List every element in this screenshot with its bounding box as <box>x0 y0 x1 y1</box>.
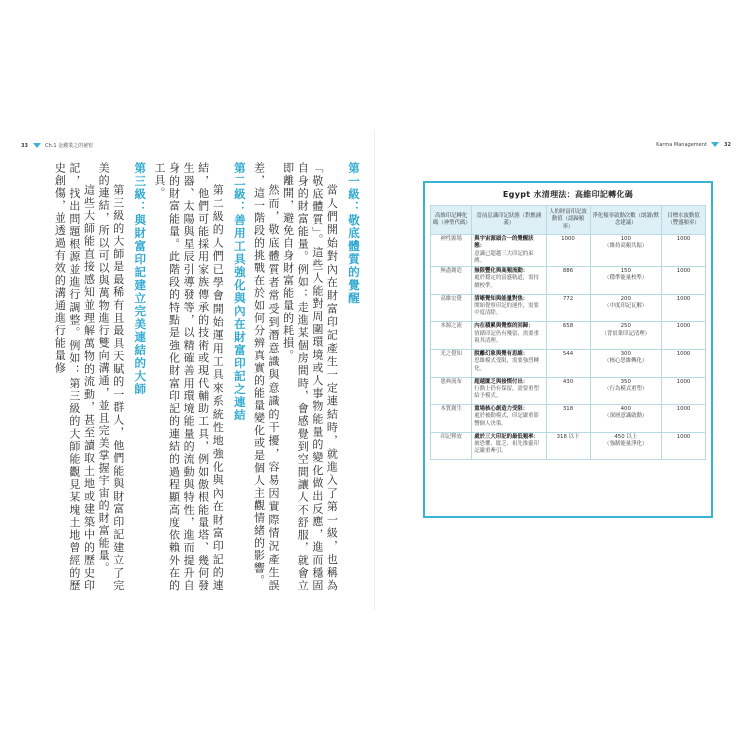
count-note: （強制能量淨化） <box>604 441 648 448</box>
chapter-title: Ch.1 金錢業之的祕密 <box>45 143 94 149</box>
state-title: 脫離幻象與覺有思維： <box>474 350 529 357</box>
state-desc: 處於被動模式，印記嚴重影響個人決策。 <box>474 413 539 427</box>
table-row <box>431 349 706 377</box>
value-cell: 430 <box>546 377 590 405</box>
state-title: 與宇宙源頭合一的覺醒狀態： <box>474 236 534 250</box>
value-cell: 544 <box>546 349 590 377</box>
table-title: Egypt 水清理法：高維印記轉化碼 <box>502 190 634 199</box>
state-title: 無限豐化與高頻流動： <box>474 268 529 275</box>
column-header: 高維印記轉化碼（神聖代碼） <box>431 206 472 235</box>
state-title: 重場核心創造力受限： <box>474 406 529 413</box>
code-cell: 光之覺知 <box>431 349 472 377</box>
state-desc: 情緒印記仍有殘留，需要重視其清理。 <box>474 330 539 344</box>
conversion-table <box>430 205 706 460</box>
section-heading-level-2: 第二級：善用工具強化與內在財富印記之連結 <box>232 162 247 422</box>
count-note: （深層意識啟動） <box>604 413 648 420</box>
count-value: 300 <box>620 350 631 357</box>
left-page-body <box>40 162 365 592</box>
count-value: 100 <box>620 236 631 242</box>
column-header: 淨化頻率啟動次數（朗讀/默念建議） <box>590 206 662 235</box>
section-heading-level-3: 第三級：與財富印記建立完美連結的大師 <box>133 162 148 396</box>
state-cell <box>472 294 546 322</box>
target-cell: 1000 <box>662 235 706 267</box>
triangle-icon <box>711 142 719 147</box>
count-value: 200 <box>620 295 631 302</box>
right-running-header <box>656 142 731 148</box>
code-cell: 本質創生 <box>431 405 472 433</box>
count-cell <box>590 377 662 405</box>
count-cell <box>590 267 662 295</box>
count-value: 400 <box>620 406 631 413</box>
value-cell: 318 以下 <box>546 432 590 460</box>
target-cell: 1000 <box>662 377 706 405</box>
state-cell <box>472 235 546 267</box>
count-value: 350 <box>620 378 631 385</box>
paragraph: 當人們開始對內在財富印記產生一定連結時，就進入了第一級，也稱為「敬底體質」。這些人能對周圍環境或人事物能量的變化做出反應，進而穩固自身的財富能量。例如：走進某個房間時，會感覺到空間讓人不舒服，就會立即離開，避免自身財富能量的耗損。 <box>281 162 339 592</box>
code-cell: 本源之流 <box>431 322 472 350</box>
table-row <box>431 267 706 295</box>
paragraph: 然而，敬底體質者常受到潛意識與意識的干擾，容易因實際情況產生誤差，這一階段的挑戰在於如何分辨真實的能量變化或是個人主觀情緒的影響。 <box>252 162 281 592</box>
left-running-header <box>21 142 93 149</box>
target-cell: 1000 <box>662 294 706 322</box>
table-row <box>431 322 706 350</box>
left-page-number: 33 <box>21 143 28 149</box>
value-cell: 658 <box>546 322 590 350</box>
target-cell: 1000 <box>662 349 706 377</box>
count-cell <box>590 322 662 350</box>
code-cell: 無盡創造 <box>431 267 472 295</box>
table-row <box>431 235 706 267</box>
count-cell <box>590 405 662 433</box>
target-cell: 1000 <box>662 432 706 460</box>
value-cell: 1000 <box>546 235 590 267</box>
count-note: （維持高頻共振） <box>604 243 648 250</box>
state-desc: 行動上仍有保留，需要重塑給予模式。 <box>474 385 539 400</box>
code-cell: 印記釋放 <box>431 432 472 460</box>
count-cell <box>590 235 662 267</box>
page-gutter <box>374 130 375 610</box>
value-cell: 886 <box>546 267 590 295</box>
column-header: 目標水波動值（豐盛頻率） <box>662 206 706 235</box>
book-title: Karma Management <box>656 142 707 148</box>
conversion-table-panel <box>423 181 713 518</box>
state-title: 內在積累與覺察的回歸： <box>474 323 534 330</box>
state-cell <box>472 322 546 350</box>
table-row <box>431 294 706 322</box>
state-desc: 處於穩定的富盛軌道，需持續校準。 <box>474 275 539 289</box>
state-title: 超越匱乏與接慣付出： <box>474 378 529 385</box>
count-note: （背景業印記清理） <box>601 330 651 337</box>
table-header-row <box>431 206 706 235</box>
count-note: （行為模式重塑） <box>604 385 648 392</box>
count-cell <box>590 349 662 377</box>
code-cell: 神性源場 <box>431 235 472 267</box>
code-cell: 恩典流布 <box>431 377 472 405</box>
value-cell: 318 <box>546 405 590 433</box>
count-cell <box>590 294 662 322</box>
count-note: （穩準能量校準） <box>604 275 648 282</box>
state-cell <box>472 349 546 377</box>
target-cell: 1000 <box>662 322 706 350</box>
state-title: 處於三大印記的最低頻率： <box>474 433 539 440</box>
table-row <box>431 405 706 433</box>
state-title: 清晰覺知與能量對焦： <box>474 295 529 302</box>
table-row <box>431 377 706 405</box>
target-cell: 1000 <box>662 405 706 433</box>
paragraph: 第二級的人們已學會開始運用工具來系統性地強化與內在財富印記的連結，他們可能採用家族傳承的技術或現代輔助工具，例如傲根能量塔、幾何發生器、太陽與星辰引導發等，以精確善用環境能量的流動與特性，進而提升自身的財富能量。此階段的特點是強化財富印記的連結的過程顯高度依賴外在的工具。 <box>152 162 225 592</box>
target-cell: 1000 <box>662 267 706 295</box>
value-cell: 772 <box>546 294 590 322</box>
state-cell <box>472 405 546 433</box>
table-row <box>431 432 706 460</box>
count-value: 450 以上 <box>614 433 638 440</box>
count-value: 250 <box>620 323 631 330</box>
state-desc: 意識已超越三大印記的束縛。 <box>474 250 534 264</box>
right-page-number: 32 <box>724 142 731 148</box>
state-cell <box>472 377 546 405</box>
count-note: （中度印記瓦解） <box>604 303 648 310</box>
state-desc: 被恐懼、匱乏、祖先推靈印記嚴重牽引。 <box>474 441 539 455</box>
triangle-icon <box>33 143 41 148</box>
state-cell <box>472 267 546 295</box>
state-desc: 思維模式受限，需要強烈轉化。 <box>474 358 539 372</box>
column-header: 人的財富印記波動值（認歸頻率） <box>546 206 590 235</box>
count-value: 150 <box>620 268 631 275</box>
section-heading-level-1: 第一級：敬底體質的覺醒 <box>347 162 361 305</box>
code-cell: 高維宏覺 <box>431 294 472 322</box>
state-desc: 開始覺察印記的運作，需要中度清除。 <box>474 303 539 317</box>
paragraph: 第三級的大師是最稀有且最具天賦的一群人，他們能與財富印記建立了完美的連結，所以可以與萬物進行雙向溝通，並且完美掌握宇宙的財富能量。 <box>97 162 125 592</box>
count-note: （核心思維轉化） <box>604 358 648 365</box>
column-header: 當前息識印記狀態（對應涵義） <box>472 206 546 235</box>
state-cell <box>472 432 546 460</box>
count-cell <box>590 432 662 460</box>
paragraph: 這些大師能直接感知並理解萬物的流動，甚至讀取土地或建築中的歷史印記，找出問題根源並進行調整。例如：第三級的大師能觀見某塊土地曾經的歷史創傷，並透過有效的溝通進行能量修 <box>53 162 96 592</box>
